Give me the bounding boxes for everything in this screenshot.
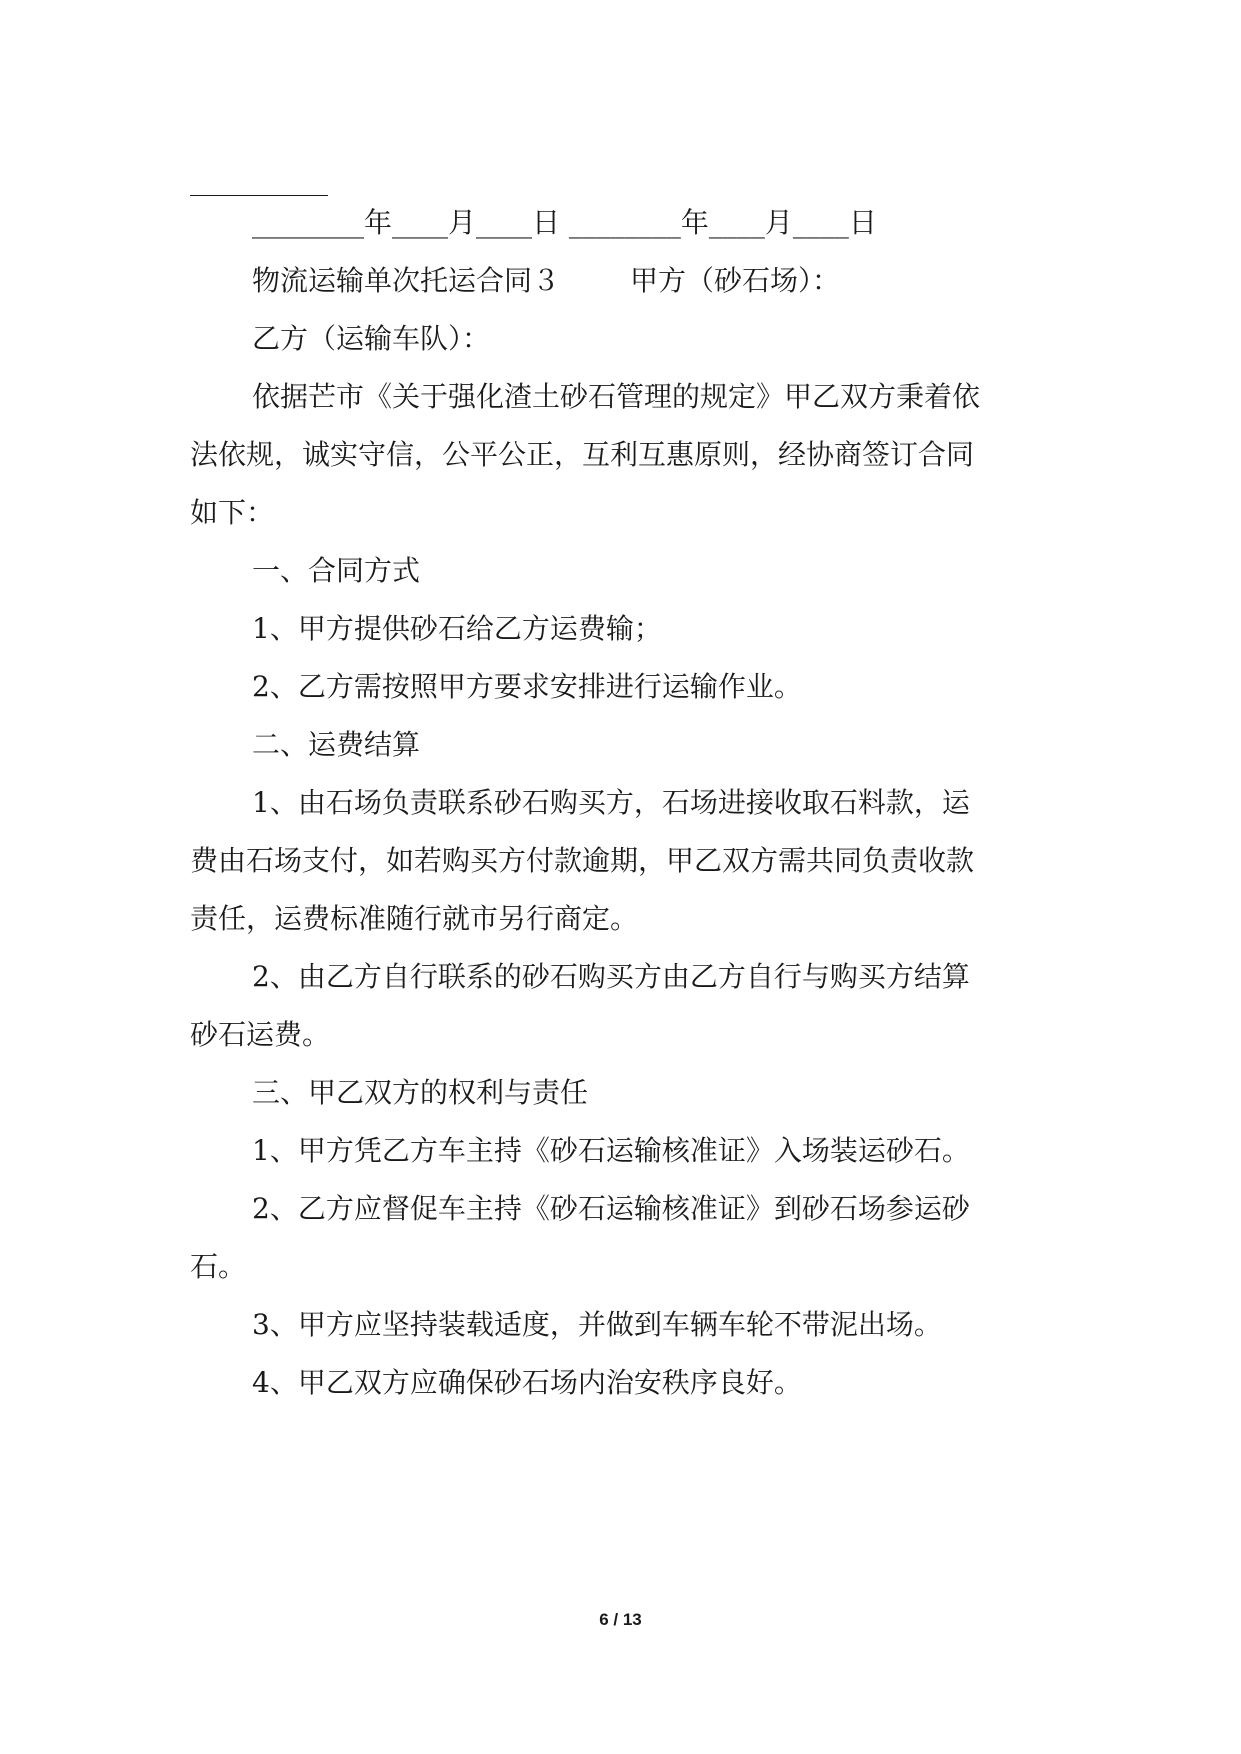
section-2-item-1-line-3: 责任，运费标准随行就市另行商定。	[190, 902, 639, 935]
section-3-heading: 三、甲乙双方的权利与责任	[252, 1076, 589, 1109]
title-row	[252, 263, 1122, 299]
signature-dash-line	[190, 195, 328, 196]
party-b-label: 乙方（运输车队）：	[252, 322, 491, 355]
section-2-item-2-line-1: 2、由乙方自行联系的砂石购买方由乙方自行与购买方结算	[252, 960, 970, 993]
section-1-item-2: 2、乙方需按照甲方要求安排进行运输作业。	[252, 670, 802, 703]
section-3-item-1: 1、甲方凭乙方车主持《砂石运输核准证》入场装运砂石。	[252, 1134, 970, 1167]
preamble-line-3: 如下：	[190, 496, 275, 529]
section-2-item-1-line-1: 1、由石场负责联系砂石购买方，石场进接收取石料款，运	[252, 786, 970, 819]
section-3-item-3: 3、甲方应坚持装载适度，并做到车辆车轮不带泥出场。	[252, 1308, 942, 1341]
date-line: ________年____月____日 ________年____月____日	[252, 206, 877, 239]
section-2-heading: 二、运费结算	[252, 728, 421, 761]
preamble-line-1: 依据芒市《关于强化渣土砂石管理的规定》甲乙双方秉着依	[252, 380, 981, 413]
section-2-item-1-line-2: 费由石场支付，如若购买方付款逾期，甲乙双方需共同负责收款	[190, 844, 975, 877]
section-1-item-1: 1、甲方提供砂石给乙方运费输；	[252, 612, 662, 645]
party-a-label: 甲方（砂石场）：	[630, 264, 841, 297]
contract-title: 物流运输单次托运合同３	[252, 264, 561, 297]
section-3-item-2-line-2: 石。	[190, 1250, 247, 1283]
section-3-item-4: 4、甲乙双方应确保砂石场内治安秩序良好。	[252, 1366, 802, 1399]
preamble-line-2: 法依规，诚实守信，公平公正，互利互惠原则，经协商签订合同	[190, 438, 975, 471]
section-3-item-2-line-1: 2、乙方应督促车主持《砂石运输核准证》到砂石场参运砂	[252, 1192, 970, 1225]
section-1-heading: 一、合同方式	[252, 554, 421, 587]
section-2-item-2-line-2: 砂石运费。	[190, 1018, 331, 1051]
page-number: 6 / 13	[599, 1610, 642, 1629]
